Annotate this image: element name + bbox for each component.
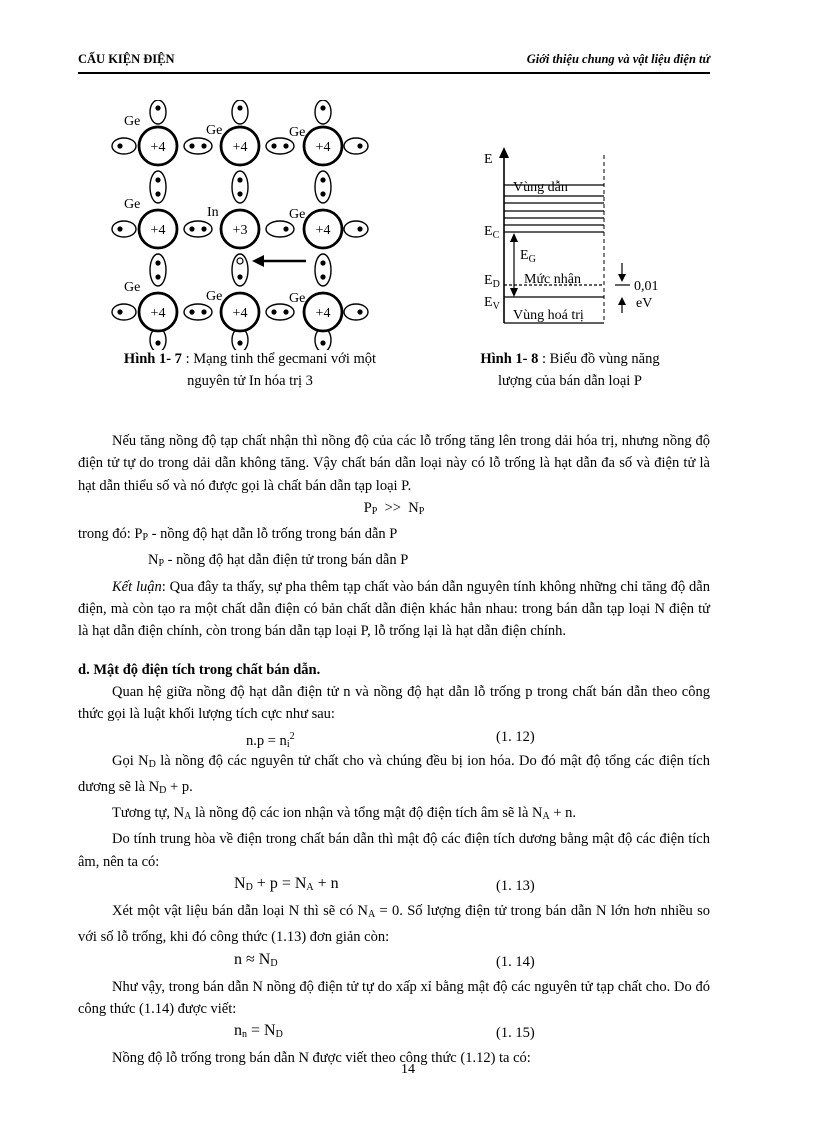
hole-marker bbox=[237, 258, 243, 264]
caption-label: Hình 1- 7 bbox=[123, 351, 182, 367]
conclusion-paragraph: Kết luận: Qua đây ta thấy, sự pha thêm tạp chất vào bán dẫn nguyên tính không những chỉ tăng độ dẫn điện, mà còn tạo ra một chất dẫn điện có bản chất dẫn điện khác hẳn nhau: trong bán dẫn tạp loại N điện tử là hạt dẫn điện chính, còn trong bán dẫn tạp loại P, lỗ trống lại là hạt dẫn điện chính. bbox=[78, 578, 710, 640]
eg-label: $E_G$ bbox=[520, 248, 536, 265]
page-number: 14 bbox=[401, 1062, 415, 1077]
axis-label: E bbox=[484, 152, 493, 167]
arrow-down-icon bbox=[618, 274, 626, 282]
charge-label: +4 bbox=[315, 140, 331, 155]
conduction-band-label: Vùng dẫn bbox=[513, 180, 568, 195]
charge-label: +4 bbox=[315, 306, 331, 321]
gap-unit: eV bbox=[636, 296, 653, 311]
atom-label: In bbox=[207, 205, 219, 220]
acceptor-level-label: Mức nhận bbox=[524, 272, 581, 287]
equation-1-14: $n \approx N_D$ (1. 14) bbox=[234, 950, 535, 970]
ev-label: $E_V$ bbox=[484, 295, 500, 312]
paragraph: Do tính trung hòa về điện trong chất bán dẫn thì mật độ các điện tích dương bằng mật độ các điện tích âm, nên ta có: bbox=[78, 831, 710, 870]
arrow-left-icon bbox=[252, 255, 264, 267]
charge-label: +4 bbox=[150, 306, 166, 321]
figure-caption-8 bbox=[420, 348, 720, 392]
equation-1-13: $N_D + p = N_A + n$ (1. 13) bbox=[234, 875, 535, 895]
paragraph: Như vậy, trong bán dẫn N nồng độ điện tử tự do xấp xỉ bằng mật độ các nguyên tử tạp chất cho. Do đó công thức (1.14) được viết: bbox=[78, 978, 710, 1017]
charge-label: +4 bbox=[315, 223, 331, 238]
equation-1-12: $n.p = n_i^2$ (1. 12) bbox=[246, 728, 535, 750]
caption-text-line2: lượng của bán dẫn loại P bbox=[498, 373, 642, 389]
valence-band-label: Vùng hoá trị bbox=[513, 308, 584, 323]
equation-1-15: $n_n = N_D$ (1. 15) bbox=[234, 1022, 535, 1042]
page-header bbox=[78, 50, 710, 74]
caption-text: : Biểu đồ vùng năng bbox=[542, 351, 660, 367]
caption-text-line2: nguyên tử In hóa trị 3 bbox=[187, 373, 313, 389]
atom-label: Ge bbox=[289, 207, 306, 222]
body-text bbox=[78, 430, 710, 1070]
paragraph: Quan hệ giữa nồng độ hạt dẫn điện tử n và nồng độ hạt dẫn lỗ trống p trong chất bán dẫn theo công thức gọi là luật khối lượng tích cực như sau: bbox=[78, 683, 710, 723]
atom-label: Ge bbox=[206, 289, 223, 304]
definition-pp: trong đó: $P_P$ - nồng độ hạt dẫn lỗ trống trong bán dẫn P bbox=[78, 526, 398, 544]
figure-caption-7 bbox=[100, 348, 400, 392]
gap-value: 0,01 bbox=[634, 279, 659, 294]
arrow-down-icon bbox=[510, 288, 518, 297]
caption-text: : Mạng tinh thể gecmani với một bbox=[185, 351, 377, 367]
definition-np: $N_P$ - nồng độ hạt dẫn điện tử trong bán dẫn P bbox=[148, 552, 409, 570]
ed-label: $E_D$ bbox=[484, 273, 500, 290]
paragraph: Nếu tăng nồng độ tạp chất nhận thì nồng độ của các lỗ trống tăng lên trong dải hóa trị, nhưng nồng độ điện tử tự do trong dải dẫn không tăng. Vậy chất bán dẫn loại này có lỗ trống là hạt dẫn đa số và điện tử là hạt dẫn thiểu số và nó được gọi là chất bán dẫn tạp loại P. bbox=[78, 433, 710, 494]
charge-label: +4 bbox=[150, 223, 166, 238]
atom-label: Ge bbox=[289, 125, 306, 140]
atom-label: Ge bbox=[289, 291, 306, 306]
ec-label: $E_C$ bbox=[484, 224, 500, 241]
paragraph: Gọi $N_D$ là nồng độ các nguyên tử chất cho và chúng đều bị ion hóa. Do đó mật độ tổng các điện tích dương sẽ là $N_D + p$. bbox=[78, 752, 710, 796]
atom-label: Ge bbox=[124, 114, 141, 129]
atom-label: Ge bbox=[206, 123, 223, 138]
header-right: Giới thiệu chung và vật liệu điện tử bbox=[526, 52, 710, 66]
atom-label: Ge bbox=[124, 280, 141, 295]
figure-lattice bbox=[110, 100, 380, 350]
axis-arrow-icon bbox=[499, 147, 509, 158]
section-heading: d. Mật độ điện tích trong chất bán dẫn. bbox=[78, 661, 321, 678]
arrow-up-icon bbox=[618, 297, 626, 305]
figure-band-diagram bbox=[478, 145, 678, 330]
charge-label: +3 bbox=[232, 223, 248, 238]
charge-label: +4 bbox=[150, 140, 166, 155]
paragraph: Tương tự, $N_A$ là nồng độ các ion nhận và tổng mật độ điện tích âm sẽ là $N_A + n$. bbox=[112, 805, 577, 823]
paragraph: Xét một vật liệu bán dẫn loại N thì sẽ có $N_A = 0$. Số lượng điện tử trong bán dẫn N lớn hơn nhiều so với số lỗ trống, khi đó công thức (1.13) đơn giản còn: bbox=[78, 903, 710, 946]
charge-label: +4 bbox=[232, 140, 248, 155]
arrow-up-icon bbox=[510, 233, 518, 242]
caption-label: Hình 1- 8 bbox=[480, 351, 539, 367]
paragraph: Nồng độ lỗ trống trong bán dẫn N được viết theo công thức (1.12) ta có: bbox=[112, 1050, 531, 1067]
relation-pp-np: $P_P >> N_P$ bbox=[363, 499, 425, 517]
atom-label: Ge bbox=[124, 197, 141, 212]
charge-label: +4 bbox=[232, 306, 248, 321]
header-left: CẤU KIỆN ĐIỆN bbox=[78, 52, 175, 66]
